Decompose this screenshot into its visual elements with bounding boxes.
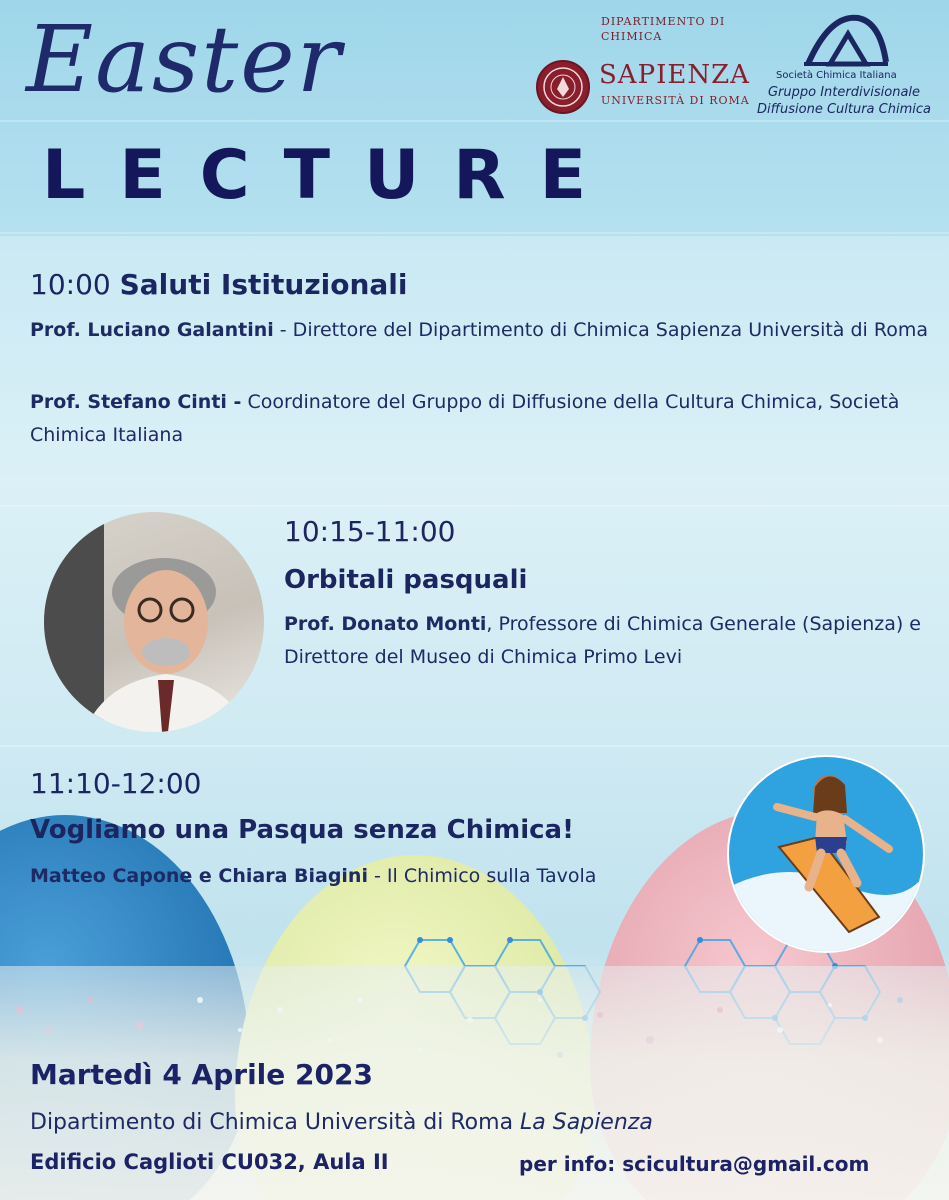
session3-time: 11:10-12:00 [30,767,202,800]
speaker-name: Prof. Stefano Cinti - [30,391,242,413]
easter-title: Easter [26,6,343,113]
event-building: Edificio Caglioti CU032, Aula II [30,1150,389,1174]
venue-italic: La Sapienza [520,1110,653,1135]
venue-text: Dipartimento di Chimica Università di Roma [30,1110,521,1135]
session1-speaker2 [30,386,935,452]
sapienza-wordmark: SAPIENZA [599,60,750,90]
session2-title: Orbitali pasquali [284,565,528,595]
speaker-name: Prof. Donato Monti [284,613,487,635]
speaker-role: Coordinatore del Gruppo di Diffusione della Cultura Chimica, Società Chimica Italiana [30,391,900,446]
speaker-role: - Il Chimico sulla Tavola [367,865,597,887]
session1-time: 10:00 [30,268,111,301]
sapienza-subtitle: UNIVERSITÀ DI ROMA [601,94,750,107]
society-group-name: Gruppo Interdivisionale Diffusione Cultura Chimica [757,85,931,117]
lecture-title: LECTURE [42,136,621,215]
event-venue [30,1110,653,1135]
society-name: Società Chimica Italiana [776,70,897,81]
session1-title: Saluti Istituzionali [119,268,408,301]
sapienza-seal-logo [536,60,590,114]
session3-speaker [30,860,750,893]
speaker-role: , Professore di Chimica Generale (Sapienza) e Direttore del Museo di Chimica Primo Levi [284,613,922,668]
speaker-photo [44,512,264,732]
session3-title: Vogliamo una Pasqua senza Chimica! [30,815,574,845]
session2-time: 10:15-11:00 [284,515,456,548]
session2-speaker [284,608,944,674]
surfer-illustration [727,755,925,953]
sci-society-logo [800,12,890,70]
wood-plank-line [0,120,949,122]
session1-speaker1 [30,314,935,347]
event-date: Martedì 4 Aprile 2023 [30,1058,373,1091]
speaker-name: Prof. Luciano Galantini [30,319,274,341]
wood-plank-line [0,232,949,234]
speaker-name: Matteo Capone e Chiara Biagini [30,865,368,887]
department-label: DIPARTIMENTO DI CHIMICA [601,15,726,43]
session1-heading [30,268,407,301]
speaker-role: - Direttore del Dipartimento di Chimica Sapienza Università di Roma [273,319,928,341]
contact-info[interactable]: per info: scicultura@gmail.com [519,1152,870,1176]
